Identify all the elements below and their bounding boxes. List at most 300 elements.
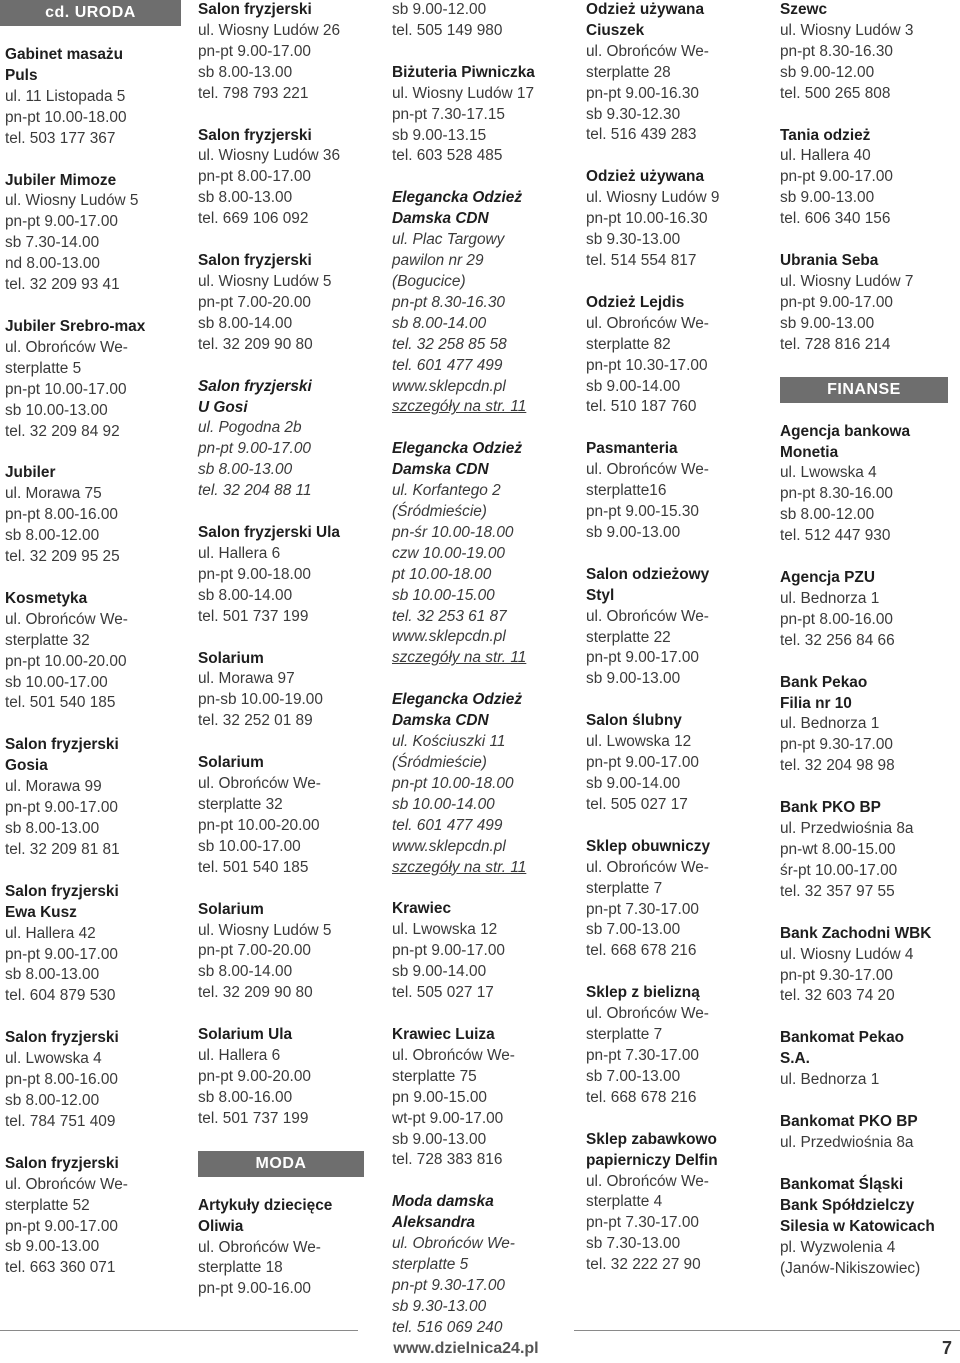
entry-line: pn-pt 10.00-17.00	[5, 380, 127, 398]
entry-line: sb 9.00-13.00	[5, 1238, 100, 1256]
page-number: 7	[941, 1338, 952, 1358]
directory-entry	[5, 589, 185, 714]
entry-line: ul. Plac Targowy	[392, 231, 505, 249]
entry-line: sb 8.00-13.00	[198, 189, 293, 207]
entry-line: tel. 32 258 85 58	[392, 335, 507, 353]
entry-line: tel. 32 204 98 98	[780, 757, 895, 775]
entry-name: Moda damska	[392, 1193, 494, 1211]
entry-line: sb 7.30-14.00	[5, 234, 100, 252]
entry-line: pn 9.00-15.00	[392, 1088, 487, 1106]
entry-name: Salon fryzjerski	[198, 1, 312, 18]
entry-line: sterplatte 5	[392, 1256, 469, 1274]
directory-entry	[586, 167, 766, 272]
entry-website-link[interactable]: www.sklepcdn.pl	[392, 837, 506, 855]
entry-line: ul. Hallera 6	[198, 544, 281, 562]
entry-name: Oliwia	[198, 1217, 244, 1235]
entry-line: sb 9.00-13.00	[392, 1130, 487, 1148]
entry-name: Tania odzież	[780, 126, 871, 144]
directory-entry	[392, 1192, 572, 1338]
column-1	[5, 0, 185, 1300]
entry-name: Elegancka Odzież	[392, 189, 523, 207]
entry-line: pn-pt 8.00-16.00	[5, 506, 118, 524]
entry-name: Damska CDN	[392, 210, 489, 228]
entry-name: Bankomat Pekao	[780, 1029, 905, 1047]
entry-name: Solarium Ula	[198, 1026, 293, 1044]
entry-name: Salon fryzjerski	[198, 252, 312, 270]
entry-line: sb 9.30-13.00	[586, 231, 681, 249]
directory-entry	[392, 0, 572, 42]
entry-name: Bank PKO BP	[780, 799, 881, 817]
entry-line: (Śródmieście)	[392, 503, 487, 521]
entry-line: ul. Wiosny Ludów 5	[5, 192, 139, 210]
entry-line: (Śródmieście)	[392, 754, 487, 771]
directory-entry	[198, 900, 378, 1005]
entry-line: ul. Bednorza 1	[780, 715, 880, 733]
entry-line: sb 9.00-13.00	[586, 670, 681, 688]
entry-line: pn-pt 8.00-17.00	[198, 168, 311, 186]
entry-line: ul. Lwowska 4	[5, 1050, 102, 1068]
entry-name: Krawiec Luiza	[392, 1025, 495, 1043]
entry-line: sb 10.00-15.00	[392, 586, 495, 604]
entry-name: Salon fryzjerski Ula	[198, 524, 340, 542]
entry-line: pl. Wyzwolenia 4	[780, 1238, 896, 1256]
entry-line: sb 9.00-13.00	[586, 523, 681, 541]
entry-name: Jubiler Mimoze	[5, 171, 117, 189]
entry-line: sb 10.00-17.00	[198, 837, 301, 855]
footer-rule-right	[574, 1330, 960, 1331]
entry-line: tel. 32 209 95 25	[5, 548, 120, 566]
entry-line: sb 8.00-16.00	[198, 1088, 293, 1106]
footer-url[interactable]: www.dzielnica24.pl	[393, 1340, 539, 1357]
entry-line: ul. Hallera 6	[198, 1047, 281, 1065]
entry-name: Biżuteria Piwniczka	[392, 63, 535, 81]
entry-line: ul. Wiosny Ludów 3	[780, 21, 914, 39]
entry-name: Krawiec	[392, 900, 452, 918]
directory-entry	[780, 126, 960, 231]
entry-name: Bankomat Śląski	[780, 1175, 904, 1193]
entry-line: ul. Obrońców We-	[5, 610, 128, 628]
entry-line: ul. Bednorza 1	[780, 1071, 880, 1089]
entry-line: tel. 728 383 816	[392, 1151, 503, 1169]
entry-line: ul. Wiosny Ludów 5	[198, 272, 332, 290]
entry-name: Bank Spółdzielczy	[780, 1196, 915, 1214]
directory-entry	[586, 439, 766, 544]
directory-entry	[586, 837, 766, 962]
entry-line: pn-pt 10.00-18.00	[5, 108, 127, 126]
entry-name: Salon fryzjerski	[198, 377, 312, 395]
entry-line: pawilon nr 29	[392, 252, 484, 270]
entry-line: tel. 505 149 980	[392, 21, 503, 39]
entry-line: pn-śr 10.00-18.00	[392, 523, 514, 541]
directory-entry	[198, 1025, 378, 1130]
entry-line: ul. Obrońców We-	[392, 1046, 515, 1064]
entry-line: sb 10.00-14.00	[392, 795, 495, 813]
entry-line: sterplatte 22	[586, 628, 671, 646]
entry-line: ul. Obrońców We-	[586, 1005, 709, 1023]
entry-line: ul. Obrońców We-	[5, 1175, 128, 1193]
entry-name: Elegancka Odzież	[392, 691, 523, 709]
entry-line: sb 8.00-12.00	[5, 527, 100, 545]
entry-name: U Gosi	[198, 398, 248, 416]
entry-name: Gosia	[5, 757, 48, 775]
entry-line: tel. 32 209 90 80	[198, 335, 313, 353]
entry-name: Salon fryzjerski	[5, 882, 119, 900]
entry-name: Damska CDN	[392, 712, 489, 730]
entry-line: sb 7.00-13.00	[586, 1067, 681, 1085]
directory-entry	[198, 649, 378, 733]
entry-line: sb 9.00-13.00	[780, 189, 875, 207]
entry-line: sterplatte 5	[5, 359, 82, 377]
directory-entry	[198, 523, 378, 628]
entry-line: sb 8.00-14.00	[198, 963, 293, 981]
entry-line: pn-pt 9.00-17.00	[5, 799, 118, 817]
entry-line: sb 8.00-12.00	[5, 1091, 100, 1109]
entry-name: Sklep zabawkowo	[586, 1130, 717, 1148]
entry-line: tel. 32 209 84 92	[5, 422, 120, 440]
entry-name: Bank Zachodni WBK	[780, 924, 932, 942]
entry-line: pn-pt 7.30-17.00	[586, 1046, 699, 1064]
entry-line: tel. 501 737 199	[198, 607, 309, 625]
entry-line: pt 10.00-18.00	[392, 565, 492, 583]
entry-line: pn-sb 10.00-19.00	[198, 691, 323, 709]
entry-line: tel. 32 209 90 80	[198, 984, 313, 1002]
entry-line: tel. 668 678 216	[586, 1088, 697, 1106]
entry-name: Bankomat PKO BP	[780, 1113, 918, 1131]
entry-name: Solarium	[198, 649, 264, 667]
entry-line: pn-wt 8.00-15.00	[780, 841, 896, 858]
entry-name: Jubiler Srebro-max	[5, 317, 146, 335]
entry-line: ul. Obrońców We-	[586, 1172, 709, 1190]
entry-line: sb 7.00-13.00	[586, 921, 681, 939]
entry-line: pn-pt 9.30-17.00	[780, 966, 893, 984]
entry-page-link[interactable]: szczegóły na str. 11	[392, 649, 527, 667]
directory-entry	[392, 63, 572, 168]
directory-entry	[586, 565, 766, 690]
entry-name: Agencja PZU	[780, 569, 875, 587]
directory-entry	[198, 126, 378, 231]
entry-line: tel. 32 253 61 87	[392, 607, 507, 625]
entry-line: tel. 501 540 185	[5, 694, 116, 712]
entry-line: sb 8.00-14.00	[198, 314, 293, 332]
entry-line: tel. 668 678 216	[586, 942, 697, 960]
entry-line: tel. 32 357 97 55	[780, 882, 895, 900]
entry-line: ul. Kościuszki 11	[392, 733, 506, 751]
entry-name: Kosmetyka	[5, 589, 88, 607]
entry-name: Odzież używana	[586, 168, 705, 186]
entry-line: tel. 601 477 499	[392, 356, 503, 374]
entry-line: ul. Wiosny Ludów 17	[392, 84, 535, 102]
entry-line: sterplatte 52	[5, 1196, 90, 1214]
entry-line: sterplatte16	[586, 482, 667, 500]
entry-line: tel. 32 222 27 90	[586, 1256, 701, 1274]
entry-line: tel. 503 177 367	[5, 129, 116, 147]
directory-entry	[780, 251, 960, 356]
entry-line: pn-pt 9.00-17.00	[780, 293, 893, 311]
entry-name: Agencja bankowa	[780, 422, 911, 440]
entry-line: (Janów-Nikiszowiec)	[780, 1259, 921, 1277]
entry-line: ul. Lwowska 12	[392, 921, 498, 939]
entry-line: sb 9.30-12.30	[586, 105, 681, 123]
entry-website-link[interactable]: www.sklepcdn.pl	[392, 377, 506, 395]
entry-name: Salon ślubny	[586, 712, 682, 730]
entry-line: tel. 663 360 071	[5, 1259, 116, 1277]
entry-line: sterplatte 32	[5, 631, 90, 649]
entry-name: papierniczy Delfin	[586, 1151, 718, 1169]
directory-entry	[5, 1154, 185, 1279]
entry-name: Ubrania Seba	[780, 252, 879, 270]
entry-page-link[interactable]: szczegóły na str. 11	[392, 398, 527, 416]
entry-name: Pasmanteria	[586, 440, 678, 458]
entry-line: nd 8.00-13.00	[5, 255, 100, 273]
entry-line: ul. Lwowska 12	[586, 733, 692, 751]
entry-line: sterplatte 7	[586, 1026, 663, 1044]
entry-line: pn-pt 8.00-16.00	[5, 1071, 118, 1089]
entry-page-link[interactable]: szczegóły na str. 11	[392, 858, 527, 876]
entry-line: sb 9.00-12.00	[780, 63, 875, 81]
entry-name: Aleksandra	[392, 1214, 475, 1232]
entry-name: Salon odzieżowy	[586, 565, 710, 583]
section-header: MODA	[198, 1151, 364, 1177]
entry-line: pn-pt 8.30-16.30	[392, 293, 505, 311]
directory-entry	[392, 690, 572, 878]
directory-entry	[5, 1028, 185, 1133]
column-5	[780, 0, 960, 1300]
directory-entry	[5, 317, 185, 442]
entry-line: pn-pt 8.00-16.00	[780, 610, 893, 628]
directory-entry	[780, 1028, 960, 1091]
entry-line: sb 9.00-12.00	[392, 1, 487, 18]
entry-line: tel. 32 252 01 89	[198, 712, 313, 730]
entry-line: ul. Morawa 75	[5, 485, 102, 503]
entry-line: sb 8.00-12.00	[780, 506, 875, 524]
entry-line: ul. Morawa 97	[198, 670, 295, 688]
entry-line: ul. Pogodna 2b	[198, 419, 302, 437]
entry-line: ul. Bednorza 1	[780, 589, 880, 607]
directory-entry	[198, 251, 378, 356]
entry-name: Artykuły dziecięce	[198, 1196, 333, 1214]
entry-line: pn-pt 9.00-16.00	[198, 1280, 311, 1298]
entry-line: pn-pt 9.00-16.30	[586, 84, 699, 102]
entry-line: sb 8.00-13.00	[198, 63, 293, 81]
entry-line: tel. 32 603 74 20	[780, 987, 895, 1005]
entry-line: pn-pt 9.00-17.00	[5, 1217, 118, 1235]
entry-line: pn-pt 7.30-17.00	[586, 1214, 699, 1232]
entry-name: Bank Pekao	[780, 673, 868, 691]
entry-line: ul. Wiosny Ludów 4	[780, 945, 914, 963]
directory-entry	[198, 753, 378, 878]
column-2	[198, 0, 378, 1321]
entry-name: Salon fryzjerski	[198, 126, 312, 144]
entry-line: (Bogucice)	[392, 272, 466, 290]
entry-line: pn-pt 9.00-17.00	[392, 942, 505, 960]
entry-line: sb 8.00-13.00	[5, 966, 100, 984]
entry-line: sterplatte 28	[586, 63, 671, 81]
entry-name: Salon fryzjerski	[5, 1154, 119, 1172]
entry-name: Sklep z bielizną	[586, 984, 700, 1002]
entry-website-link[interactable]: www.sklepcdn.pl	[392, 628, 506, 646]
entry-line: pn-pt 9.00-17.00	[586, 754, 699, 772]
entry-line: sb 9.30-13.00	[392, 1297, 487, 1315]
entry-line: pn-pt 9.30-17.00	[392, 1276, 505, 1294]
entry-name: Puls	[5, 66, 38, 84]
entry-name: Ciuszek	[586, 21, 645, 39]
footer-rule-left	[0, 1330, 358, 1331]
entry-line: tel. 32 209 93 41	[5, 276, 120, 294]
directory-entry	[780, 422, 960, 547]
entry-line: tel. 32 209 81 81	[5, 840, 120, 858]
entry-line: sb 9.00-14.00	[586, 775, 681, 792]
entry-line: sterplatte 18	[198, 1259, 283, 1277]
directory-entry	[780, 798, 960, 903]
entry-line: pn-pt 7.30-17.00	[586, 900, 699, 918]
entry-name: Gabinet masażu	[5, 46, 124, 63]
entry-line: sterplatte 75	[392, 1067, 477, 1085]
entry-line: pn-pt 10.00-16.30	[586, 210, 708, 228]
entry-line: sb 9.00-13.15	[392, 126, 487, 144]
entry-line: tel. 606 340 156	[780, 210, 891, 228]
directory-entry	[780, 1112, 960, 1154]
entry-line: sb 9.00-14.00	[586, 377, 681, 395]
entry-line: pn-pt 9.30-17.00	[780, 736, 893, 754]
entry-name: Salon fryzjerski	[5, 1029, 119, 1047]
entry-line: pn-pt 8.30-16.30	[780, 42, 893, 60]
entry-line: pn-pt 9.00-17.00	[198, 440, 311, 458]
entry-line: pn-pt 7.00-20.00	[198, 293, 311, 311]
entry-line: sb 8.00-14.00	[392, 314, 487, 332]
entry-line: sb 9.00-13.00	[780, 314, 875, 332]
section-header: cd. URODA	[0, 0, 181, 26]
entry-line: sb 10.00-17.00	[5, 673, 108, 691]
directory-entry	[586, 1130, 766, 1276]
entry-line: sterplatte 32	[198, 796, 283, 813]
entry-name: Elegancka Odzież	[392, 440, 523, 458]
entry-line: tel. 501 540 185	[198, 858, 309, 876]
entry-line: pn-pt 9.00-17.00	[5, 945, 118, 963]
entry-line: sb 8.00-13.00	[198, 461, 293, 479]
entry-name: Damska CDN	[392, 461, 489, 479]
entry-line: tel. 505 027 17	[586, 795, 688, 813]
entry-line: ul. Hallera 40	[780, 147, 871, 165]
entry-line: ul. Obrońców We-	[586, 461, 709, 479]
directory-entry	[780, 1175, 960, 1280]
entry-name: Odzież Lejdis	[586, 293, 685, 311]
entry-line: tel. 505 027 17	[392, 984, 494, 1002]
directory-entry	[586, 293, 766, 418]
entry-line: tel. 516 069 240	[392, 1318, 503, 1336]
entry-name: Solarium	[198, 754, 264, 772]
entry-line: tel. 798 793 221	[198, 84, 309, 102]
entry-line: sb 7.30-13.00	[586, 1235, 681, 1253]
column-4	[586, 0, 766, 1297]
directory-entry	[392, 899, 572, 1004]
entry-line: pn-pt 7.00-20.00	[198, 942, 311, 960]
entry-line: sterplatte 7	[586, 879, 663, 897]
directory-entry	[586, 711, 766, 816]
entry-line: ul. Morawa 99	[5, 778, 102, 796]
directory-entry	[198, 377, 378, 502]
directory-entry	[5, 882, 185, 1007]
entry-line: ul. Obrońców We-	[5, 338, 128, 356]
entry-line: ul. Wiosny Ludów 36	[198, 147, 341, 165]
entry-line: śr-pt 10.00-17.00	[780, 861, 898, 879]
directory-entry	[5, 463, 185, 568]
entry-line: tel. 32 256 84 66	[780, 631, 895, 649]
entry-line: tel. 604 879 530	[5, 987, 116, 1005]
entry-name: S.A.	[780, 1050, 810, 1068]
entry-name: Szewc	[780, 1, 828, 18]
directory-entry	[5, 735, 185, 860]
entry-line: ul. Wiosny Ludów 26	[198, 21, 341, 39]
entry-line: ul. Obrońców We-	[586, 858, 709, 876]
entry-name: Salon fryzjerski	[5, 736, 119, 754]
entry-line: ul. Obrońców We-	[198, 1238, 321, 1256]
entry-line: sb 10.00-13.00	[5, 401, 108, 419]
entry-line: czw 10.00-19.00	[392, 544, 505, 562]
entry-line: tel. 784 751 409	[5, 1112, 116, 1130]
entry-name: Jubiler	[5, 464, 56, 482]
entry-name: Styl	[586, 586, 615, 604]
entry-line: ul. Obrońców We-	[392, 1235, 515, 1253]
entry-line: ul. Wiosny Ludów 5	[198, 921, 332, 939]
entry-line: pn-pt 9.00-17.00	[198, 42, 311, 60]
entry-name: Odzież używana	[586, 1, 705, 18]
entry-line: tel. 728 816 214	[780, 335, 891, 353]
entry-line: sterplatte 82	[586, 335, 671, 353]
entry-line: pn-pt 10.00-18.00	[392, 774, 514, 792]
directory-entry	[392, 439, 572, 669]
entry-line: pn-pt 9.00-20.00	[198, 1067, 311, 1085]
entry-line: pn-pt 9.00-17.00	[5, 213, 118, 231]
entry-line: ul. 11 Listopada 5	[5, 87, 126, 105]
column-3	[392, 0, 572, 1360]
entry-line: pn-pt 10.30-17.00	[586, 356, 708, 374]
entry-line: pn-pt 9.00-15.30	[586, 503, 699, 521]
entry-line: tel. 516 439 283	[586, 126, 697, 144]
directory-entry	[198, 1196, 378, 1301]
directory-entry	[392, 188, 572, 418]
entry-line: ul. Obrońców We-	[586, 314, 709, 332]
entry-line: sterplatte 4	[586, 1193, 663, 1211]
entry-name: Solarium	[198, 900, 264, 918]
directory-entry	[198, 0, 378, 105]
entry-line: ul. Wiosny Ludów 9	[586, 189, 720, 207]
entry-line: wt-pt 9.00-17.00	[392, 1109, 504, 1127]
entry-line: tel. 514 554 817	[586, 251, 697, 269]
entry-name: Sklep obuwniczy	[586, 837, 711, 855]
entry-name: Silesia w Katowicach	[780, 1217, 935, 1235]
entry-name: Filia nr 10	[780, 694, 852, 712]
entry-line: tel. 510 187 760	[586, 398, 697, 416]
entry-line: pn-pt 8.30-16.00	[780, 485, 893, 503]
entry-line: ul. Przedwiośnia 8a	[780, 1133, 914, 1151]
section-header: FINANSE	[780, 377, 948, 403]
directory-entry	[586, 983, 766, 1108]
entry-line: ul. Wiosny Ludów 7	[780, 272, 914, 290]
directory-entry	[586, 0, 766, 146]
entry-line: pn-pt 9.00-18.00	[198, 565, 311, 583]
directory-entry	[5, 45, 185, 150]
directory-entry	[780, 924, 960, 1008]
entry-line: ul. Obrońców We-	[586, 42, 709, 60]
entry-line: ul. Przedwiośnia 8a	[780, 820, 914, 838]
entry-line: tel. 512 447 930	[780, 527, 891, 545]
entry-line: sb 9.00-14.00	[392, 963, 487, 981]
entry-name: Ewa Kusz	[5, 903, 77, 921]
entry-line: pn-pt 10.00-20.00	[198, 816, 320, 834]
entry-line: ul. Obrońców We-	[198, 775, 321, 793]
entry-line: ul. Lwowska 4	[780, 464, 877, 482]
entry-line: tel. 501 737 199	[198, 1109, 309, 1127]
